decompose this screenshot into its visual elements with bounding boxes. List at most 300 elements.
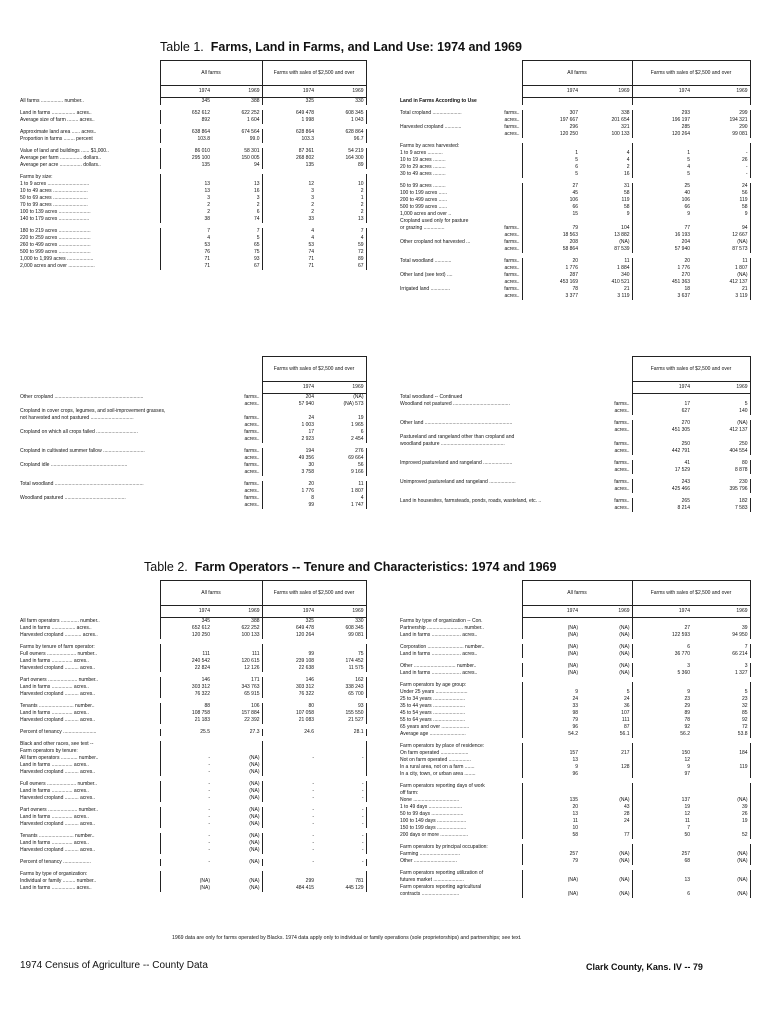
data-cell: 24 <box>580 818 632 825</box>
row-unit: acres.. <box>614 466 630 473</box>
row-label: or grazing ............... <box>400 224 445 231</box>
data-cell: 5 <box>522 171 580 178</box>
data-cell: 4 <box>580 157 632 164</box>
data-cell: 65 915 <box>212 691 262 698</box>
row-label <box>398 467 604 474</box>
header-spacer <box>18 581 160 606</box>
table2-title: Table 2. Farm Operators -- Tenure and Characteristics: 1974 and 1969 <box>144 560 557 574</box>
data-cell: 13 <box>160 181 212 188</box>
data-cell: 76 <box>160 249 212 256</box>
table-row <box>398 743 750 750</box>
table-row <box>18 162 366 169</box>
data-cell: 92 <box>632 724 692 731</box>
data-cell: 1 965 <box>316 422 366 429</box>
row-label: 100 to 199 acres ...... <box>400 189 447 196</box>
data-cell <box>580 98 632 105</box>
header-year: 1969 <box>316 606 366 618</box>
table-row <box>18 769 366 776</box>
data-cell: 5 <box>522 157 580 164</box>
data-cell: 56 <box>316 462 366 469</box>
data-cell: 2 <box>316 209 366 216</box>
table-row <box>18 840 366 847</box>
data-cell <box>522 783 580 790</box>
row-label: 260 to 499 acres ....................... <box>20 242 91 248</box>
header-year: 1969 <box>580 606 632 618</box>
table-row <box>398 750 750 757</box>
table-row <box>18 502 366 509</box>
data-cell <box>632 682 692 689</box>
row-label: Land in farms ..................... acres.. <box>400 669 478 676</box>
data-cell: 80 <box>262 703 316 710</box>
row-label: Farms by tenure of farm operator: <box>20 644 95 650</box>
table-row <box>398 479 750 486</box>
table-row <box>398 211 750 218</box>
row-label: 10 to 19 acres ......... <box>400 156 446 163</box>
data-cell: 12 <box>632 811 692 818</box>
data-cell: 92 <box>692 717 750 724</box>
data-cell <box>632 394 692 401</box>
table-row <box>18 235 366 242</box>
row-label: Farm operators by tenure: <box>20 748 78 754</box>
table-row <box>398 790 750 797</box>
data-cell <box>632 790 692 797</box>
table-row <box>18 415 366 422</box>
row-label: Full owners ..................... number.. <box>20 781 97 787</box>
data-cell: 53 <box>160 242 212 249</box>
data-cell: - <box>160 769 212 776</box>
data-cell: 622 252 <box>212 625 262 632</box>
data-cell: 2 <box>262 209 316 216</box>
table-row <box>398 891 750 898</box>
row-label: Land in farms ............... acres.. <box>20 684 89 690</box>
data-cell <box>692 743 750 750</box>
data-cell: (NA) <box>212 795 262 802</box>
data-cell <box>316 644 366 651</box>
row-unit <box>496 204 522 211</box>
header-spacer <box>398 86 522 98</box>
data-cell: 287 <box>522 272 580 279</box>
data-cell: 56.2 <box>632 731 692 738</box>
row-unit: farms.. <box>244 495 260 501</box>
row-label: Harvested cropland .......... acres.. <box>20 665 96 671</box>
row-unit <box>496 157 522 164</box>
table-row <box>18 136 366 143</box>
data-cell: 11 575 <box>316 665 366 672</box>
data-cell: 67 <box>212 263 262 270</box>
data-cell: 38 <box>160 216 212 223</box>
table-row <box>18 885 366 892</box>
data-cell: - <box>316 840 366 847</box>
row-unit: acres.. <box>244 469 260 475</box>
table-row <box>398 498 750 505</box>
row-unit: acres.. <box>614 485 630 492</box>
row-label: Land in farms ............... acres.. <box>20 788 89 794</box>
data-cell: 111 <box>580 717 632 724</box>
row-label: Average per farm ................ dollars.. <box>20 155 102 161</box>
table-row <box>18 462 366 469</box>
data-cell: 7 <box>316 228 366 235</box>
row-label: Woodland not pastured ......................................... <box>400 400 510 407</box>
row-unit: acres.. <box>504 264 520 271</box>
data-cell: 119 <box>692 197 750 204</box>
row-label: Harvested cropland ............ acres.. <box>20 632 98 638</box>
table-row <box>398 632 750 639</box>
data-cell: 1 998 <box>262 117 316 124</box>
data-cell: 295 100 <box>160 155 212 162</box>
table-row <box>18 762 366 769</box>
header-spacer <box>18 61 160 86</box>
table-row <box>398 771 750 778</box>
data-cell: (NA) <box>692 851 750 858</box>
data-cell: 71 <box>262 256 316 263</box>
data-cell <box>580 682 632 689</box>
row-unit: acres.. <box>244 455 260 461</box>
data-cell: 652 612 <box>160 110 212 117</box>
table-row <box>398 877 750 884</box>
data-cell: 627 <box>632 408 692 415</box>
row-unit <box>604 394 632 401</box>
data-cell: (NA) <box>580 239 632 246</box>
data-cell <box>632 884 692 891</box>
table-row <box>18 256 366 263</box>
data-cell: 76 322 <box>262 691 316 698</box>
data-cell: 17 529 <box>632 467 692 474</box>
data-cell <box>160 741 212 748</box>
data-cell: 3 <box>262 195 316 202</box>
table-row <box>398 258 750 265</box>
header-year: 1974 <box>632 86 692 98</box>
data-cell: 98 <box>522 710 580 717</box>
data-cell: 410 521 <box>580 279 632 286</box>
data-cell <box>160 644 212 651</box>
data-cell: 104 <box>580 225 632 232</box>
row-label: 200 days or more .................... <box>400 831 469 838</box>
data-cell: 32 <box>692 703 750 710</box>
data-cell: - <box>262 788 316 795</box>
data-cell: 57 940 <box>262 401 316 408</box>
data-cell: 2 <box>316 188 366 195</box>
data-cell: 25.5 <box>160 729 212 736</box>
data-cell: 31 <box>580 183 632 190</box>
data-cell: 293 <box>632 110 692 117</box>
data-cell: 59 <box>316 242 366 249</box>
row-label: Approximate land area ...... acres.. <box>20 129 97 135</box>
data-cell: 1 807 <box>692 265 750 272</box>
data-cell: - <box>316 788 366 795</box>
table-row <box>398 401 750 408</box>
data-cell: 75 <box>316 651 366 658</box>
row-label: 65 years and over .................... <box>400 723 470 730</box>
data-cell: 49 356 <box>262 455 316 462</box>
data-cell: 87 <box>580 724 632 731</box>
table-row <box>398 764 750 771</box>
data-cell: 111 <box>160 651 212 658</box>
data-cell: 649 478 <box>262 625 316 632</box>
data-cell: 16 <box>580 171 632 178</box>
data-cell <box>522 743 580 750</box>
row-label: 100 to 149 days ..................... <box>400 817 467 824</box>
data-cell: 608 345 <box>316 110 366 117</box>
data-cell: 24 <box>522 696 580 703</box>
data-cell: 10 <box>316 181 366 188</box>
table-row <box>18 242 366 249</box>
data-cell: 65 700 <box>316 691 366 698</box>
data-cell: 4 <box>316 235 366 242</box>
table-row <box>398 190 750 197</box>
row-label: Full owners ..................... number.. <box>20 651 97 657</box>
row-unit: farms.. <box>504 271 520 278</box>
data-cell: (NA) <box>316 394 366 402</box>
row-label <box>398 486 604 493</box>
table-row <box>398 696 750 703</box>
data-cell: 412 137 <box>692 279 750 286</box>
row-label: 35 to 44 years ....................... <box>400 702 466 709</box>
data-cell <box>692 757 750 764</box>
data-cell: 56 <box>692 190 750 197</box>
row-label: 500 to 999 acres ...... <box>400 203 447 210</box>
data-cell: 6 <box>212 209 262 216</box>
data-cell: 325 <box>262 98 316 106</box>
table-row <box>18 717 366 724</box>
header-year: 1969 <box>316 86 366 98</box>
row-label: Partnership .......................... number.. <box>400 624 484 631</box>
table-row <box>398 811 750 818</box>
data-cell: 21 <box>580 286 632 293</box>
header-year: 1969 <box>580 86 632 98</box>
data-cell <box>212 741 262 748</box>
data-cell: - <box>160 755 212 762</box>
row-unit: farms.. <box>504 285 520 292</box>
row-unit <box>496 218 522 225</box>
data-cell <box>632 218 692 225</box>
data-cell <box>316 741 366 748</box>
data-cell: 9 <box>632 764 692 771</box>
data-cell: 120 250 <box>522 131 580 138</box>
header-year: 1969 <box>692 382 750 394</box>
data-cell: 3 758 <box>262 469 316 476</box>
data-cell: 54.2 <box>522 731 580 738</box>
row-label: Farm operators reporting utilization of <box>400 869 484 876</box>
data-cell: (NA) <box>580 891 632 898</box>
data-cell <box>632 870 692 877</box>
row-label: Farm operators reporting agricultural <box>400 883 482 890</box>
header-year: 1974 <box>632 606 692 618</box>
data-cell: 120 264 <box>262 632 316 639</box>
data-cell: 20 <box>522 804 580 811</box>
table1-lower-right-block <box>398 356 751 512</box>
data-cell: 52 <box>692 832 750 839</box>
data-cell: 3 <box>692 663 750 670</box>
data-cell: 268 802 <box>262 155 316 162</box>
data-cell: 100 133 <box>580 131 632 138</box>
data-cell: 3 <box>632 663 692 670</box>
table-row <box>398 171 750 178</box>
data-cell: 80 <box>692 460 750 467</box>
row-unit: acres.. <box>244 488 260 494</box>
data-cell: - <box>262 755 316 762</box>
table-row <box>398 150 750 157</box>
data-cell: - <box>262 807 316 814</box>
data-cell: 12 667 <box>692 232 750 239</box>
table-row <box>398 124 750 131</box>
row-label: 50 to 99 days ....................... <box>400 810 464 817</box>
row-label: woodland pasture .............................................. <box>400 440 505 447</box>
row-label <box>18 455 236 462</box>
data-cell: (NA) <box>212 788 262 795</box>
table-row <box>18 788 366 795</box>
data-cell: 41 <box>632 460 692 467</box>
data-cell: (NA) <box>692 877 750 884</box>
row-label: Individual or family ......... number.. <box>20 878 97 884</box>
header-year: 1969 <box>692 606 750 618</box>
header-year: 1974 <box>262 382 316 394</box>
data-cell: (NA) <box>692 420 750 427</box>
table-row <box>18 129 366 136</box>
header-year: 1969 <box>212 606 262 618</box>
data-cell: 257 <box>632 851 692 858</box>
row-label: 20 to 29 acres ......... <box>400 163 446 170</box>
data-cell: 19 <box>692 818 750 825</box>
data-cell: 120 264 <box>632 131 692 138</box>
data-cell: 3 <box>212 195 262 202</box>
table-row <box>398 618 750 625</box>
data-cell: 75 <box>212 249 262 256</box>
row-label: In a city, town, or urban area ........ <box>400 770 476 777</box>
data-cell <box>692 394 750 401</box>
data-cell: (NA) <box>212 840 262 847</box>
row-label <box>398 246 496 253</box>
data-cell: 8 <box>262 495 316 502</box>
row-label: 1,000 to 1,999 acres ................... <box>20 256 94 262</box>
table-row <box>398 644 750 651</box>
data-cell: 442 791 <box>632 448 692 455</box>
data-cell: 1 <box>632 150 692 157</box>
data-cell: 20 <box>522 258 580 265</box>
row-label: contracts ........................... <box>400 890 460 897</box>
data-cell: 5 <box>692 689 750 696</box>
table-row <box>18 651 366 658</box>
data-cell <box>262 174 316 181</box>
data-cell: 86 010 <box>160 148 212 155</box>
data-cell: 135 <box>262 162 316 169</box>
row-unit <box>604 434 632 441</box>
row-label: Farms by acres harvested: <box>400 142 460 149</box>
data-cell: 7 <box>692 644 750 651</box>
row-label: Woodland pastured ............................................ <box>20 495 126 501</box>
row-label: Land in farms ................. acres.. <box>20 625 92 631</box>
data-cell: 146 <box>160 677 212 684</box>
data-cell: 3 377 <box>522 293 580 300</box>
table-row <box>398 232 750 239</box>
data-cell: 43 <box>580 804 632 811</box>
data-cell <box>692 434 750 441</box>
table-row <box>18 448 366 455</box>
data-cell: - <box>262 859 316 866</box>
data-cell: 23 <box>692 696 750 703</box>
data-cell: 201 654 <box>580 117 632 124</box>
data-cell: (NA) <box>160 878 212 885</box>
data-cell: 197 667 <box>522 117 580 124</box>
row-unit: acres.. <box>504 245 520 252</box>
data-cell: (NA) <box>212 781 262 788</box>
data-cell: 77 <box>632 225 692 232</box>
data-cell: 4 <box>262 228 316 235</box>
header-year: 1969 <box>316 382 366 394</box>
table-row <box>398 663 750 670</box>
data-cell <box>316 408 366 415</box>
data-cell: - <box>262 781 316 788</box>
data-cell: 395 796 <box>692 486 750 493</box>
data-cell <box>316 769 366 776</box>
table-row <box>398 851 750 858</box>
data-cell <box>262 408 316 415</box>
data-cell: 27.3 <box>212 729 262 736</box>
table-row <box>398 117 750 124</box>
row-unit: farms.. <box>504 123 520 130</box>
data-cell: 25 <box>632 183 692 190</box>
row-unit: acres.. <box>504 292 520 299</box>
data-cell: 150 <box>632 750 692 757</box>
data-cell: 36 <box>580 703 632 710</box>
table-row <box>18 195 366 202</box>
data-cell: 33 <box>262 216 316 223</box>
data-cell: 7 <box>160 228 212 235</box>
data-cell: - <box>160 821 212 828</box>
table-row <box>398 434 750 441</box>
data-cell: 78 <box>522 286 580 293</box>
table1-right-block <box>398 60 751 300</box>
data-cell <box>632 844 692 851</box>
data-cell: 8 214 <box>632 505 692 512</box>
table-row <box>18 684 366 691</box>
table-row <box>398 884 750 891</box>
table-row <box>398 441 750 448</box>
table-row <box>398 246 750 253</box>
data-cell: 8 878 <box>692 467 750 474</box>
data-cell: 140 <box>692 408 750 415</box>
data-cell <box>692 844 750 851</box>
data-cell: (NA) <box>212 885 262 892</box>
data-cell: 58 301 <box>212 148 262 155</box>
data-cell: 7 <box>212 228 262 235</box>
row-label: 45 to 54 years ....................... <box>400 709 466 716</box>
data-cell: 340 <box>580 272 632 279</box>
row-label: Farm operators by age group: <box>400 681 467 688</box>
data-cell <box>522 682 580 689</box>
data-cell: 36 770 <box>632 651 692 658</box>
row-label: Land in farms ............... acres.. <box>20 710 89 716</box>
data-cell <box>580 218 632 225</box>
data-cell: (NA) <box>580 625 632 632</box>
row-label: Farms by type of organization: <box>20 871 88 877</box>
data-cell: 9 166 <box>316 469 366 476</box>
data-cell: (NA) <box>580 632 632 639</box>
data-cell: 58 864 <box>522 246 580 253</box>
row-unit <box>496 98 522 105</box>
data-cell: 338 243 <box>316 684 366 691</box>
table-row <box>398 286 750 293</box>
data-cell: 17 <box>632 401 692 408</box>
data-cell: 1 327 <box>692 670 750 677</box>
data-cell: 12 <box>262 181 316 188</box>
row-label: Harvested cropland .......... acres.. <box>20 691 96 697</box>
data-cell: 184 <box>692 750 750 757</box>
data-cell: 299 <box>692 110 750 117</box>
table-row <box>18 847 366 854</box>
data-cell <box>212 174 262 181</box>
data-cell: - <box>316 847 366 854</box>
table-row <box>398 682 750 689</box>
